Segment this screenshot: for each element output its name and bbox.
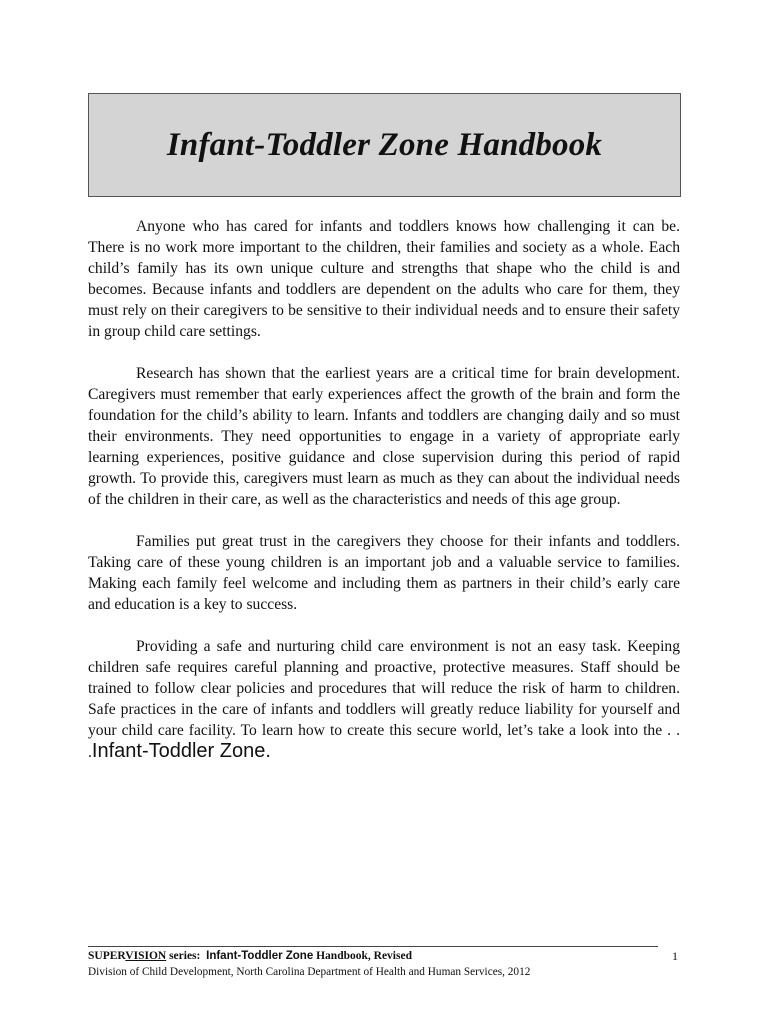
footer-vision: VISION xyxy=(125,950,167,962)
footer-handbook-name: Infant-Toddler Zone xyxy=(206,950,314,962)
paragraph-3: Families put great trust in the caregivers they choose for their infants and toddlers. Taking care of these young children is an important job and a valuable service to families. Making each family feel welcome and including them as partners in their child’s early care and education is a key to success. xyxy=(88,533,680,613)
paragraph-1: Anyone who has cared for infants and toddlers knows how challenging it can be. There is no work more important to the children, their families and society as a whole. Each child’s family has its own unique culture and strengths that shape who the child is and becomes. Because infants and toddlers are dependent on the adults who care for them, they must rely on their caregivers to be sensitive to their individual needs and to ensure their safety in group child care settings. xyxy=(88,218,680,340)
paragraph-2: Research has shown that the earliest years are a critical time for brain development. Caregivers must remember that early experiences affect the growth of the brain and form the foundation for the child’s ability to learn. Infants and toddlers are changing daily and so must their environments. They need opportunities to engage in a variety of appropriate early learning experiences, positive guidance and close supervision during this period of rapid growth. To provide this, caregivers must learn as much as they can about the individual needs of the children in their care, as well as the characteristics and needs of this age group. xyxy=(88,365,680,508)
body-text xyxy=(88,216,680,784)
footer-handbook-suffix: Handbook, Revised xyxy=(313,950,412,962)
paragraph-4-text: Providing a safe and nurturing child care environment is not an easy task. Keeping children safe requires careful planning and proactive, protective measures. Staff should be trained to follow clear policies and procedures that will reduce the risk of harm to children. Safe practices in the care of infants and toddlers will greatly reduce liability for yourself and your child care facility. To learn how to create this secure world, let’s take a look into the . . . xyxy=(88,638,680,761)
footer-division: Division of Child Development, North Carolina Department of Health and Human Services, 2012 xyxy=(88,966,531,978)
footer-super: SUPER xyxy=(88,950,126,962)
footer-divider xyxy=(88,946,658,947)
title-banner xyxy=(88,93,681,197)
footer-series-suffix: series: xyxy=(166,950,207,962)
paragraph-4 xyxy=(88,636,680,763)
zone-emphasis: Infant-Toddler Zone. xyxy=(91,740,271,762)
page-number: 1 xyxy=(672,949,678,963)
footer-series-line xyxy=(88,950,412,962)
page-title: Infant-Toddler Zone Handbook xyxy=(166,126,603,163)
